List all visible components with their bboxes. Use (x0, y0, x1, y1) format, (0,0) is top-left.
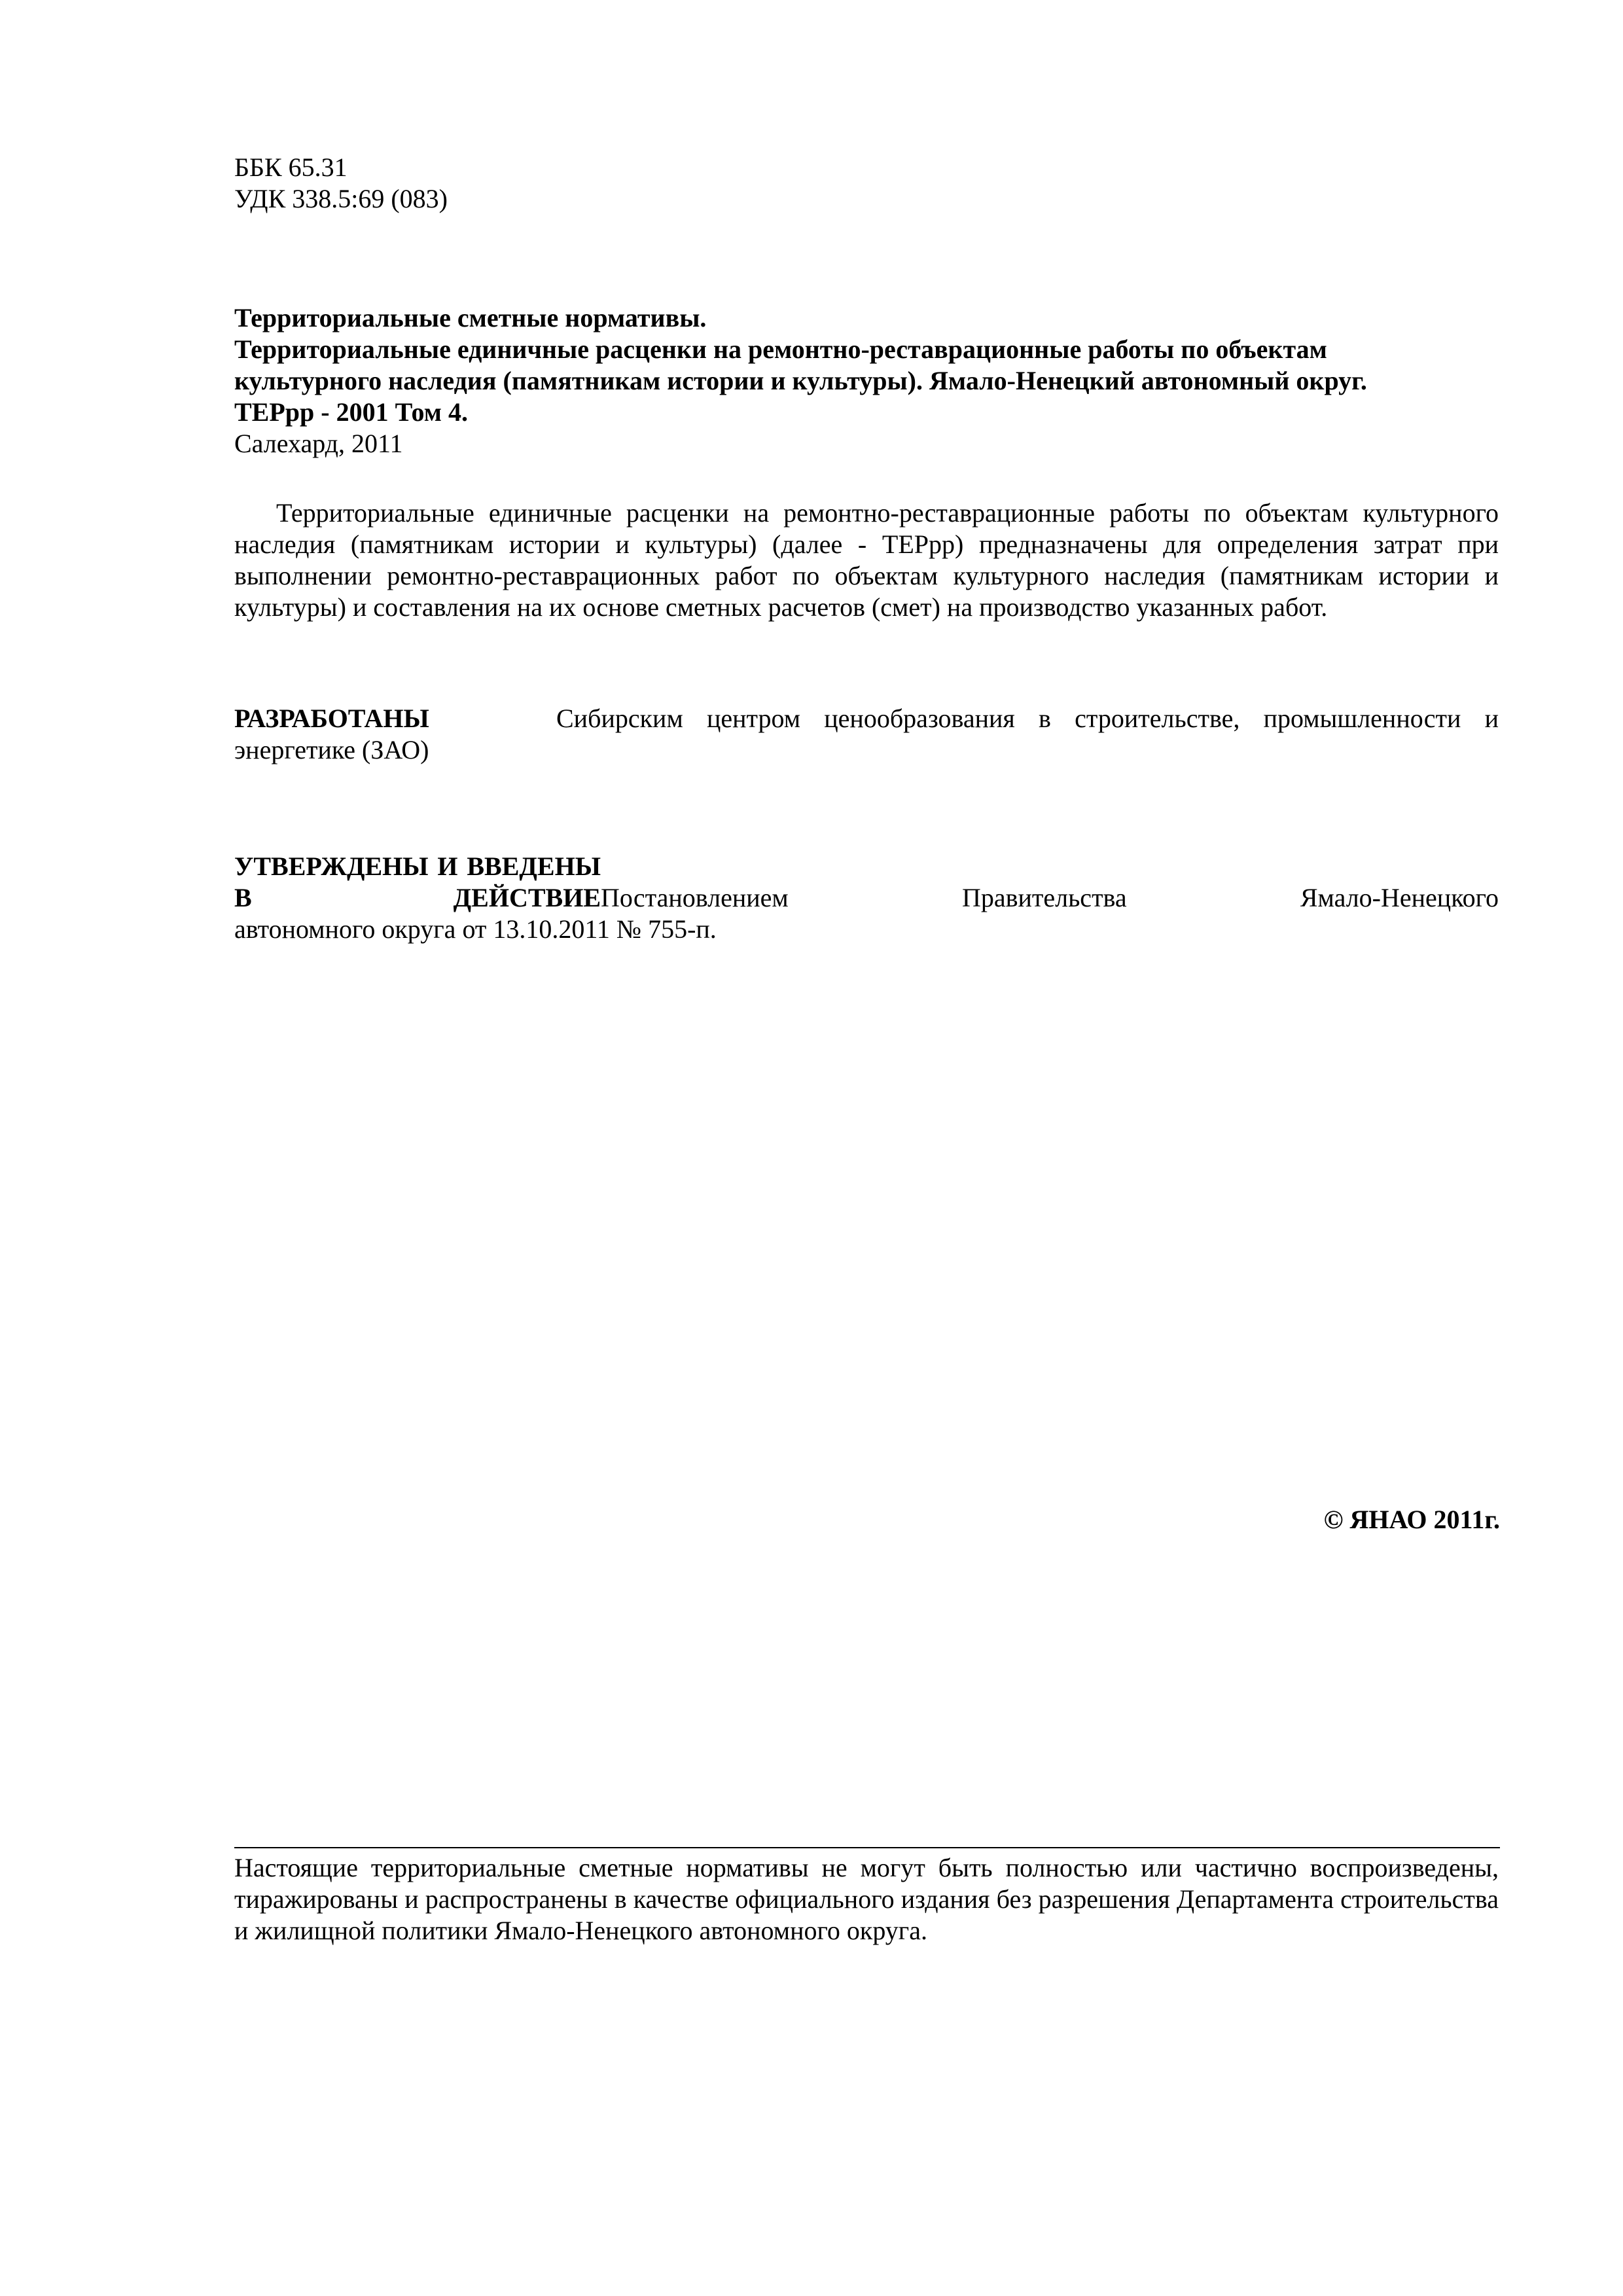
bbk-code: ББК 65.31 (234, 152, 348, 182)
title-line-2: Территориальные единичные расценки на ремонтно-реставрационные работы по объектам (234, 334, 1327, 364)
place-and-year: Салехард, 2011 (234, 429, 403, 458)
footer-note: Настоящие территориальные сметные нормативы не могут быть полностью или частично воспроизведены, тиражированы и распространены в качестве официального издания без разрешения Департамента строительства и жилищной политики Ямало-Ненецкого автономного округа. (234, 1853, 1499, 1945)
approved-section (234, 851, 1499, 945)
classification-codes (234, 152, 1499, 215)
footer-divider (234, 1847, 1500, 1848)
approved-text-line-1: Постановлением Правительства Ямало-Ненецкого (601, 883, 1499, 912)
developed-text-line-1: Сибирским центром ценообразования в строительстве, промышленности и (556, 704, 1499, 733)
copyright-notice: © ЯНАО 2011г. (1323, 1505, 1500, 1534)
udk-code: УДК 338.5:69 (083) (234, 184, 448, 213)
title-line-4: ТЕРрр - 2001 Том 4. (234, 397, 468, 427)
approved-label: УТВЕРЖДЕНЫ И ВВЕДЕНЫ В ДЕЙСТВИЕ (234, 852, 601, 912)
document-title-block (234, 302, 1499, 459)
description-paragraph: Территориальные единичные расценки на ремонтно-реставрационные работы по объектам культурного наследия (памятникам истории и культуры) (далее - ТЕРрр) предназначены для определения затрат при выполнении ремонтно-реставрационных работ по объектам культурного наследия (памятникам истории и культуры) и составления на их основе сметных расчетов (смет) на производство указанных работ. (234, 498, 1499, 622)
title-line-1: Территориальные сметные нормативы. (234, 303, 707, 332)
title-line-3: культурного наследия (памятникам истории и культуры). Ямало-Ненецкий автономный округ. (234, 366, 1367, 395)
approved-text-line-2: автономного округа от 13.10.2011 № 755-п. (234, 914, 717, 944)
developed-text-line-2: энергетике (ЗАО) (234, 735, 429, 764)
developed-by-section (234, 703, 1499, 766)
developed-label: РАЗРАБОТАНЫ (234, 704, 429, 733)
